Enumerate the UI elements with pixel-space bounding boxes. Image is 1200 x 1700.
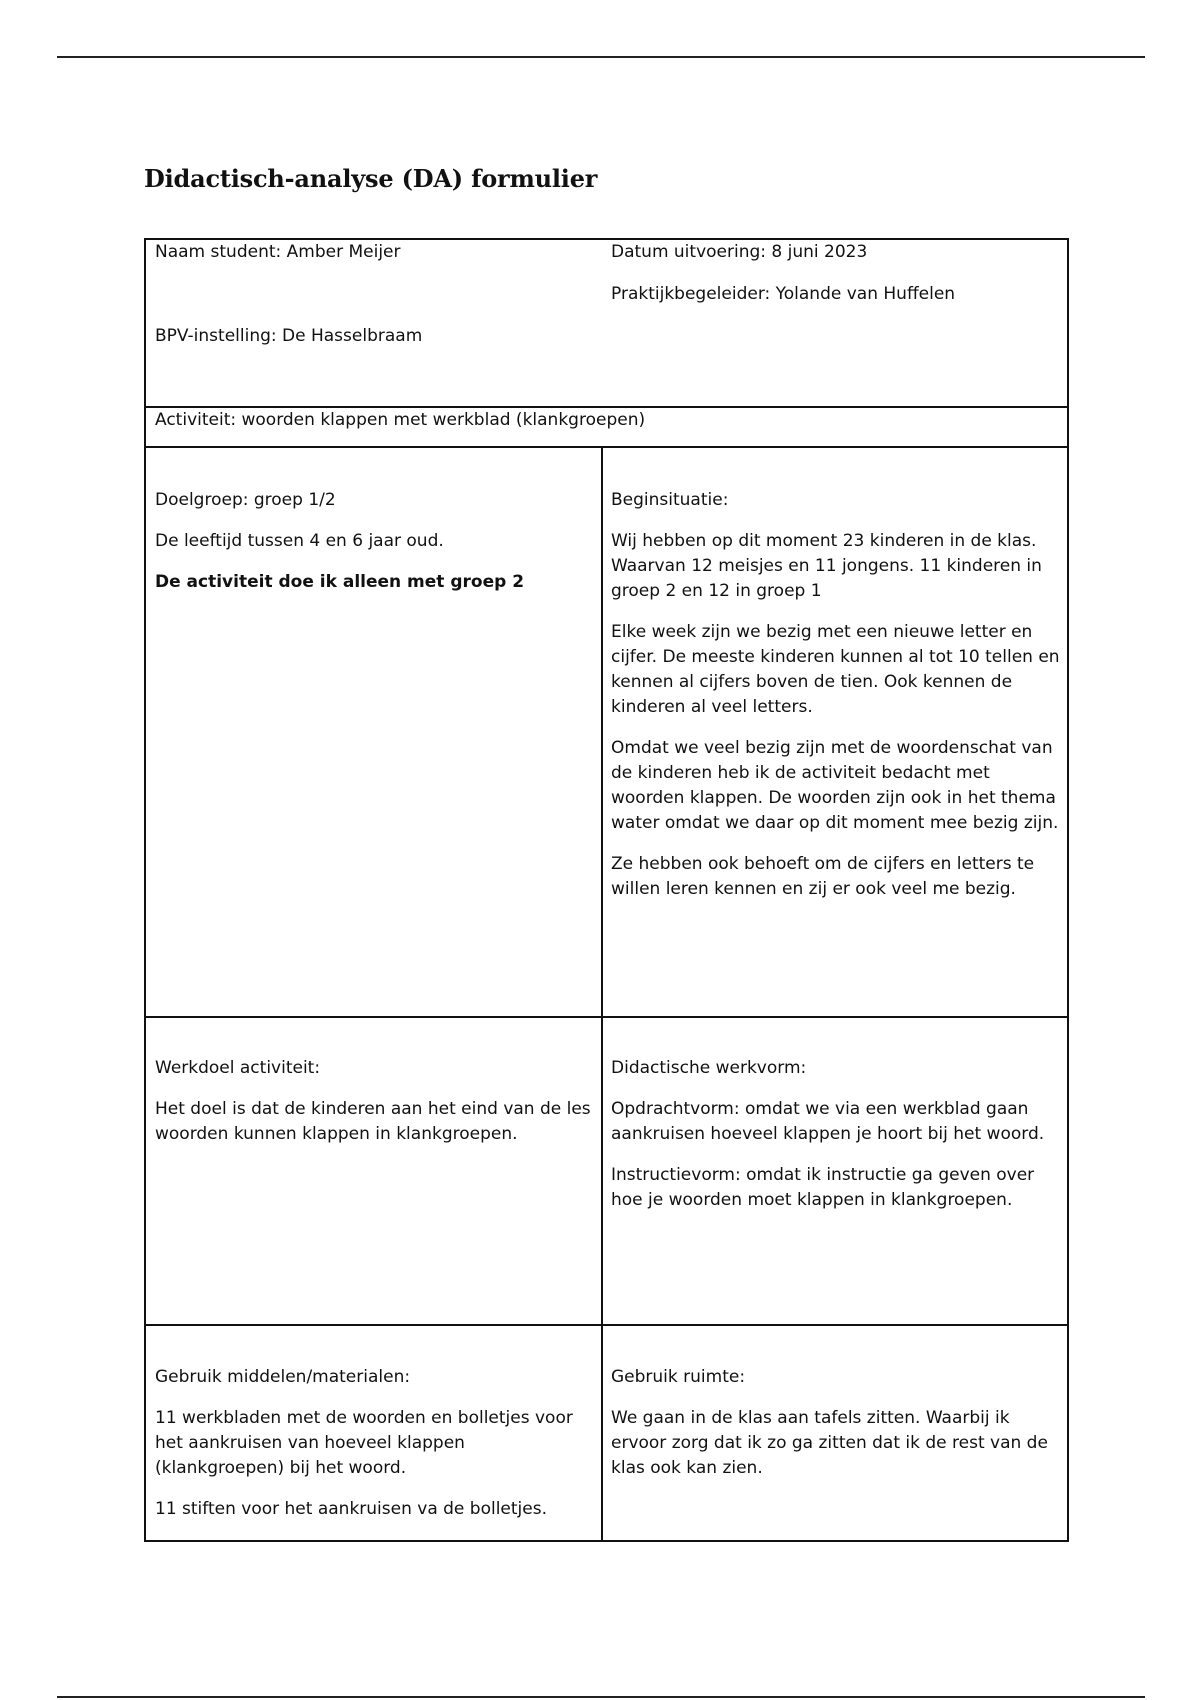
divider-activity xyxy=(146,446,1067,448)
didactic-form-cell xyxy=(611,1056,1061,1229)
initial-situation-paragraph: Elke week zijn we bezig met een nieuwe letter en cijfer. De meeste kinderen kunnen al tot 10 tellen en kennen al cijfers boven de tien. Ook kennen de kinderen al veel letters. xyxy=(611,622,1060,717)
target-group-cell xyxy=(155,488,595,611)
materials-heading: Gebruik middelen/materialen: xyxy=(155,1367,411,1387)
header-right-cell xyxy=(611,240,1061,323)
divider-row-3 xyxy=(146,1324,1067,1326)
materials-paragraph: 11 stiften voor het aankruisen va de bolletjes. xyxy=(155,1499,548,1519)
top-rule xyxy=(57,56,1145,58)
space-heading: Gebruik ruimte: xyxy=(611,1367,746,1387)
activity-text: Activiteit: woorden klappen met werkblad (klankgroepen) xyxy=(155,410,646,430)
goal-heading: Werkdoel activiteit: xyxy=(155,1058,321,1078)
space-text: We gaan in de klas aan tafels zitten. Waarbij ik ervoor zorg dat ik zo ga zitten dat ik de rest van de klas ook kan zien. xyxy=(611,1408,1048,1478)
bottom-rule xyxy=(57,1696,1145,1698)
target-group-heading: Doelgroep: groep 1/2 xyxy=(155,490,336,510)
initial-situation-cell xyxy=(611,488,1061,918)
target-group-note: De activiteit doe ik alleen met groep 2 xyxy=(155,572,525,592)
initial-situation-paragraph: Omdat we veel bezig zijn met de woordenschat van de kinderen heb ik de activiteit bedacht met woorden klappen. De woorden zijn ook in het thema water omdat we daar op dit moment mee bezig zijn. xyxy=(611,738,1059,833)
divider-row-2 xyxy=(146,1016,1067,1018)
activity-cell xyxy=(155,408,1055,449)
goal-text: Het doel is dat de kinderen aan het eind van de les woorden kunnen klappen in klankgroepen. xyxy=(155,1099,591,1144)
materials-paragraph: 11 werkbladen met de woorden en bolletjes voor het aankruisen van hoeveel klappen (klankgroepen) bij het woord. xyxy=(155,1408,573,1478)
goal-cell xyxy=(155,1056,595,1163)
execution-date: Datum uitvoering: 8 juni 2023 xyxy=(611,242,868,262)
target-group-age: De leeftijd tussen 4 en 6 jaar oud. xyxy=(155,531,444,551)
column-divider xyxy=(601,448,603,1540)
bpv-institution: BPV-instelling: De Hasselbraam xyxy=(155,326,423,346)
initial-situation-paragraph: Ze hebben ook behoeft om de cijfers en letters te willen leren kennen en zij er ook veel me bezig. xyxy=(611,854,1035,899)
didactic-form-paragraph: Instructievorm: omdat ik instructie ga geven over hoe je woorden moet klappen in klankgroepen. xyxy=(611,1165,1035,1210)
page-title: Didactisch-analyse (DA) formulier xyxy=(144,164,598,193)
space-cell xyxy=(611,1365,1061,1497)
da-form-table xyxy=(144,238,1069,1542)
materials-cell xyxy=(155,1365,595,1538)
initial-situation-heading: Beginsituatie: xyxy=(611,490,729,510)
didactic-form-heading: Didactische werkvorm: xyxy=(611,1058,807,1078)
didactic-form-paragraph: Opdrachtvorm: omdat we via een werkblad gaan aankruisen hoeveel klappen je hoort bij het woord. xyxy=(611,1099,1045,1144)
practice-supervisor: Praktijkbegeleider: Yolande van Huffelen xyxy=(611,284,956,304)
student-name: Naam student: Amber Meijer xyxy=(155,242,401,262)
header-left-cell xyxy=(155,240,595,365)
initial-situation-paragraph: Wij hebben op dit moment 23 kinderen in de klas. Waarvan 12 meisjes en 11 jongens. 11 kinderen in groep 2 en 12 in groep 1 xyxy=(611,531,1042,601)
